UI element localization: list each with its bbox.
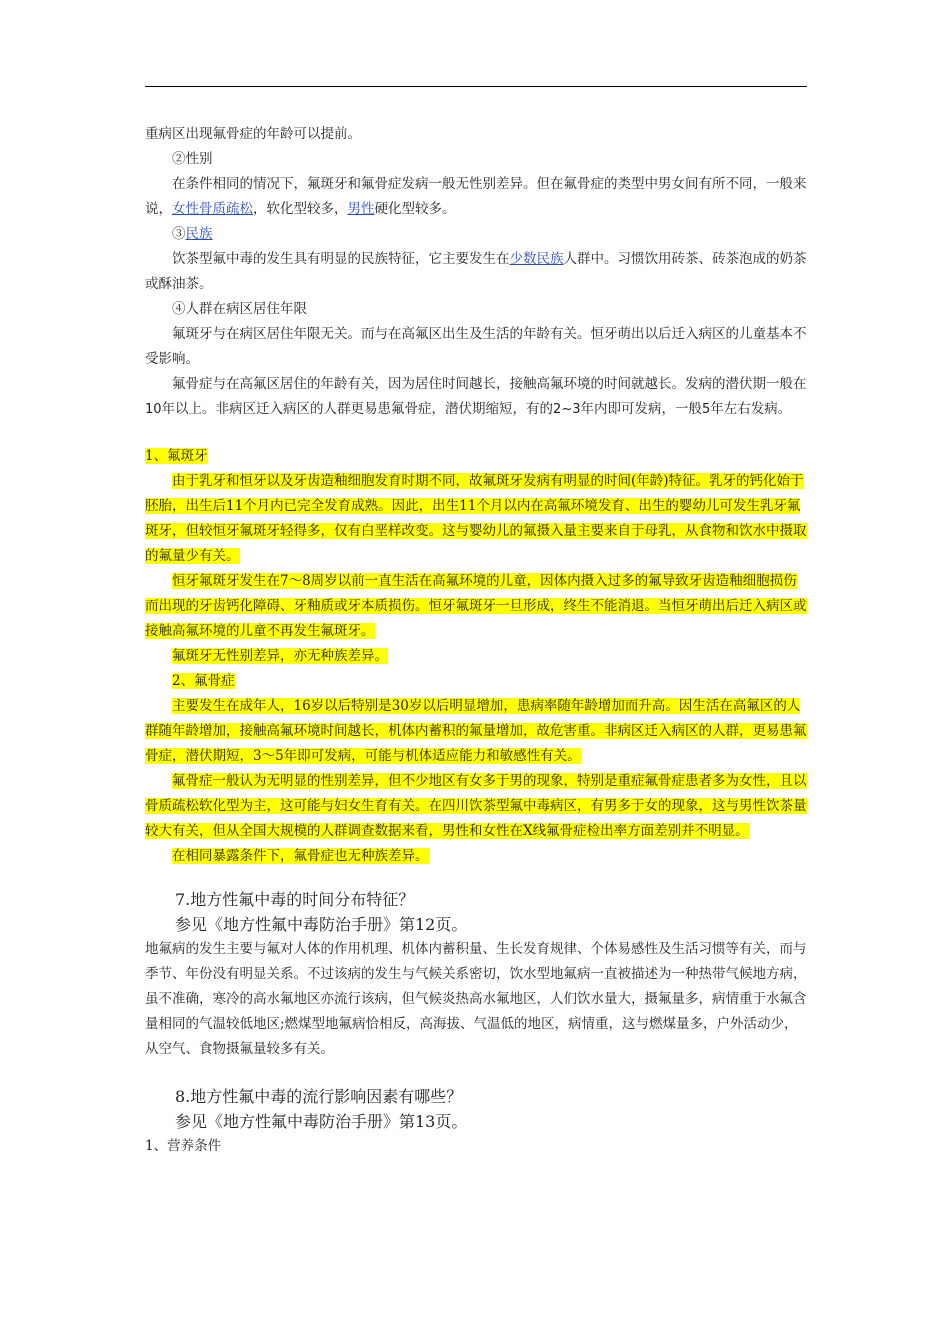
highlighted-text: 氟骨症一般认为无明显的性别差异，但不少地区有女多于男的现象，特别是重症氟骨症患者多为女性，且以骨质疏松软化型为主，这可能与妇女生育有关。在四川饮茶型氟中毒病区，有男多于女的现象，这与男性饮茶量较大有关，但从全国大规模的人群调查数据来看，男性和女性在X线氟骨症检出率方面差别并不明显。 xyxy=(145,773,807,839)
gender-text: ，软化型较多， xyxy=(253,201,348,217)
question-7-title: 7.地方性氟中毒的时间分布特征？ xyxy=(175,890,415,909)
header-rule xyxy=(145,86,807,87)
highlight-section-2-title xyxy=(145,669,807,694)
spacer xyxy=(145,1062,807,1084)
highlight-paragraph xyxy=(145,469,807,569)
question-8-title: 8.地方性氟中毒的流行影响因素有哪些？ xyxy=(175,1087,463,1106)
gender-paragraph xyxy=(145,172,807,222)
highlighted-text: 恒牙氟斑牙发生在7～8周岁以前一直生活在高氟环境的儿童，因体内摄入过多的氟导致牙齿造釉细胞损伤而出现的牙齿钙化障碍、牙釉质或牙本质损伤。恒牙氟斑牙一旦形成，终生不能消退。当恒牙萌出后迁入病区或接触高氟环境的儿童不再发生氟斑牙。 xyxy=(145,573,807,639)
spacer xyxy=(145,422,807,444)
residence-paragraph-2 xyxy=(145,372,807,422)
highlighted-text: 1、氟斑牙 xyxy=(145,448,208,464)
document-body xyxy=(145,122,807,1159)
link-female-osteoporosis[interactable]: 女性骨质疏松 xyxy=(172,201,253,217)
spacer xyxy=(145,869,807,887)
highlight-paragraph xyxy=(145,769,807,844)
question-8-item-1: 1、营养条件 xyxy=(145,1138,222,1154)
highlighted-text: 由于乳牙和恒牙以及牙齿造釉细胞发育时期不同，故氟斑牙发病有明显的时间(年龄)特征。乳牙的钙化始于胚胎，出生后11个月内已完全发育成熟。因此，出生11个月以内在高氟环境发育、出生的婴幼儿可发生乳牙氟斑牙，但较恒牙氟斑牙轻得多，仅有白垩样改变。这与婴幼儿的氟摄入量主要来自于母乳，从食物和饮水中摄取的氟量少有关。 xyxy=(145,473,807,564)
link-ethnic[interactable]: 民族 xyxy=(185,226,213,242)
highlight-paragraph xyxy=(145,694,807,769)
residence-paragraph-1: 氟斑牙与在病区居住年限无关。而与在高氟区出生及生活的年龄有关。恒牙萌出以后迁入病区的儿童基本不受影响。 xyxy=(145,326,807,367)
ethnic-text: 饮茶型氟中毒的发生具有明显的民族特征，它主要发生在 xyxy=(172,251,510,267)
question-7-body: 地氟病的发生主要与氟对人体的作用机理、机体内蓄积量、生长发育规律、个体易感性及生活习惯等有关，而与季节、年份没有明显关系。不过该病的发生与气候关系密切，饮水型地氟病一直被描述为一种热带气候地方病，虽不准确，寒冷的高水氟地区亦流行该病，但气候炎热高水氟地区，人们饮水量大，摄氟量多，病情重于水氟含量相同的气温较低地区;燃煤型地氟病恰相反，高海拔、气温低的地区，病情重，这与燃煤量多，户外活动少，从空气、食物摄氟量较多有关。 xyxy=(145,941,807,1057)
highlight-section-1-title xyxy=(145,444,807,469)
highlight-paragraph xyxy=(145,569,807,644)
gender-text: 硬化型较多。 xyxy=(374,201,456,217)
ethnic-heading xyxy=(145,222,807,247)
ethnic-paragraph xyxy=(145,247,807,297)
residence-text: 年以上。非病区迁入病区的人群更易患氟骨症，潜伏期缩短，有的 xyxy=(161,401,554,417)
question-8-reference: 参见《地方性氟中毒防治手册》第13页。 xyxy=(175,1112,468,1131)
highlight-paragraph xyxy=(145,844,807,869)
highlighted-text: 在相同暴露条件下，氟骨症也无种族差异。 xyxy=(172,848,429,864)
highlight-paragraph xyxy=(145,644,807,669)
residence-text: 年内即可发病，一般 xyxy=(580,401,702,417)
ethnic-text: 人群中。习惯饮用砖茶、砖茶泡成的奶茶或酥油茶。 xyxy=(145,251,807,292)
paragraph: 重病区出现氟骨症的年龄可以提前。 xyxy=(145,126,361,142)
ethnic-heading-prefix: ③ xyxy=(172,226,186,242)
number: 10 xyxy=(145,402,162,417)
question-7-reference: 参见《地方性氟中毒防治手册》第12页。 xyxy=(175,915,468,934)
link-male[interactable]: 男性 xyxy=(347,201,375,217)
residence-text: 氟骨症与在高氟区居住的年龄有关，因为居住时间越长，接触高氟环境的时间就越长。发病的潜伏期一般在 xyxy=(172,376,807,392)
number: 5 xyxy=(701,402,711,417)
gender-heading: ②性别 xyxy=(172,151,213,167)
highlighted-text: 主要发生在成年人，16岁以后特别是30岁以后明显增加，患病率随年龄增加而升高。因生活在高氟区的人群随年龄增加，接触高氟环境时间越长，机体内蓄积的氟量增加，故危害重。非病区迁入病区的人群，更易患氟骨症，潜伏期短，3～5年即可发病，可能与机体适应能力和敏感性有关。 xyxy=(145,698,807,764)
number: 2~3 xyxy=(553,402,581,417)
gender-text: 在条件相同的情况下，氟斑牙和氟骨症发病一般无性别差异。但在氟骨症的类型中男女间有所不同，一般来说， xyxy=(145,176,807,217)
highlighted-text: 氟斑牙无性别差异，亦无种族差异。 xyxy=(172,648,388,664)
highlighted-text: 2、氟骨症 xyxy=(172,673,235,689)
link-minority[interactable]: 少数民族 xyxy=(509,251,564,267)
residence-text: 年左右发病。 xyxy=(710,401,792,417)
residence-heading: ④人群在病区居住年限 xyxy=(172,301,307,317)
